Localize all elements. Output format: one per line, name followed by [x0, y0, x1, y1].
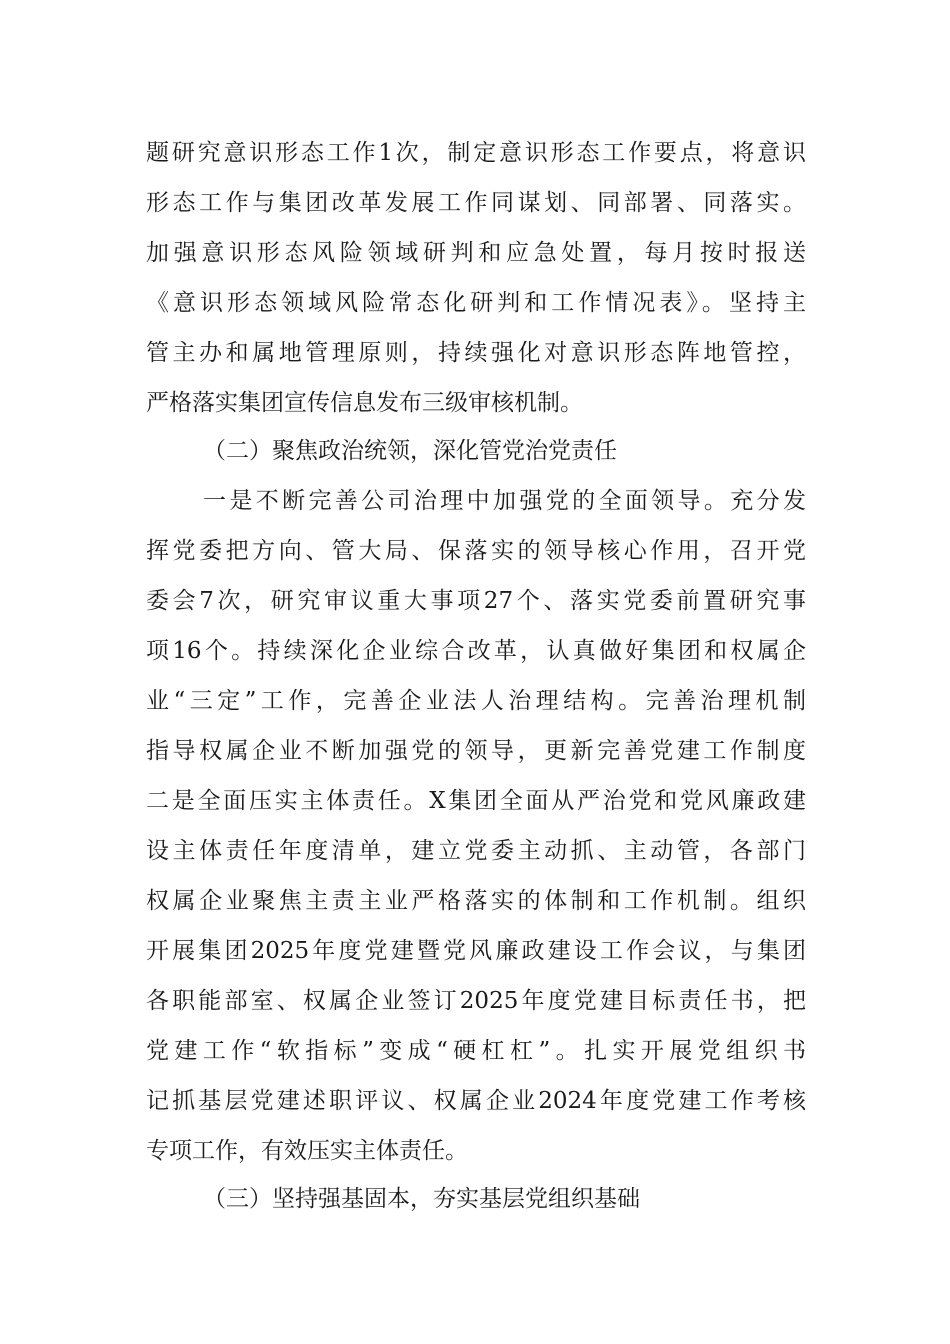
body-line: 专项工作，有效压实主体责任。 — [146, 1138, 468, 1164]
body-line: 各职能部室、权属企业签订2025年度党建目标责任书，把 — [146, 988, 806, 1014]
body-line: 业“三定”工作，完善企业法人治理结构。完善治理机制 — [146, 688, 806, 714]
section-heading-3: （三）坚持强基固本，夯实基层党组织基础 — [203, 1186, 640, 1212]
body-line: 严格落实集团宣传信息发布三级审核机制。 — [146, 390, 583, 416]
body-line: 一是不断完善公司治理中加强党的全面领导。充分发 — [203, 488, 806, 514]
body-line: 二是全面压实主体责任。X集团全面从严治党和党风廉政建 — [146, 788, 806, 814]
body-line: 党建工作“软指标”变成“硬杠杠”。扎实开展党组织书 — [146, 1038, 806, 1064]
body-line: 记抓基层党建述职评议、权属企业2024年度党建工作考核 — [146, 1088, 806, 1114]
body-line: 权属企业聚焦主责主业严格落实的体制和工作机制。组织 — [146, 888, 806, 914]
body-line: 题研究意识形态工作1次，制定意识形态工作要点，将意识 — [146, 140, 806, 166]
section-heading-2: （二）聚焦政治统领，深化管党治党责任 — [203, 438, 617, 464]
body-line: 加强意识形态风险领域研判和应急处置，每月按时报送 — [146, 240, 806, 266]
body-line: 形态工作与集团改革发展工作同谋划、同部署、同落实。 — [146, 190, 806, 216]
body-line: 《意识形态领域风险常态化研判和工作情况表》。坚持主 — [146, 290, 806, 316]
body-line: 开展集团2025年度党建暨党风廉政建设工作会议，与集团 — [146, 938, 806, 964]
body-line: 指导权属企业不断加强党的领导，更新完善党建工作制度 — [146, 738, 806, 764]
body-line: 设主体责任年度清单，建立党委主动抓、主动管，各部门 — [146, 838, 806, 864]
body-line: 项16个。持续深化企业综合改革，认真做好集团和权属企 — [146, 638, 806, 664]
body-line: 挥党委把方向、管大局、保落实的领导核心作用，召开党 — [146, 538, 806, 564]
body-line: 委会7次，研究审议重大事项27个、落实党委前置研究事 — [146, 588, 806, 614]
body-line: 管主办和属地管理原则，持续强化对意识形态阵地管控， — [146, 340, 806, 366]
